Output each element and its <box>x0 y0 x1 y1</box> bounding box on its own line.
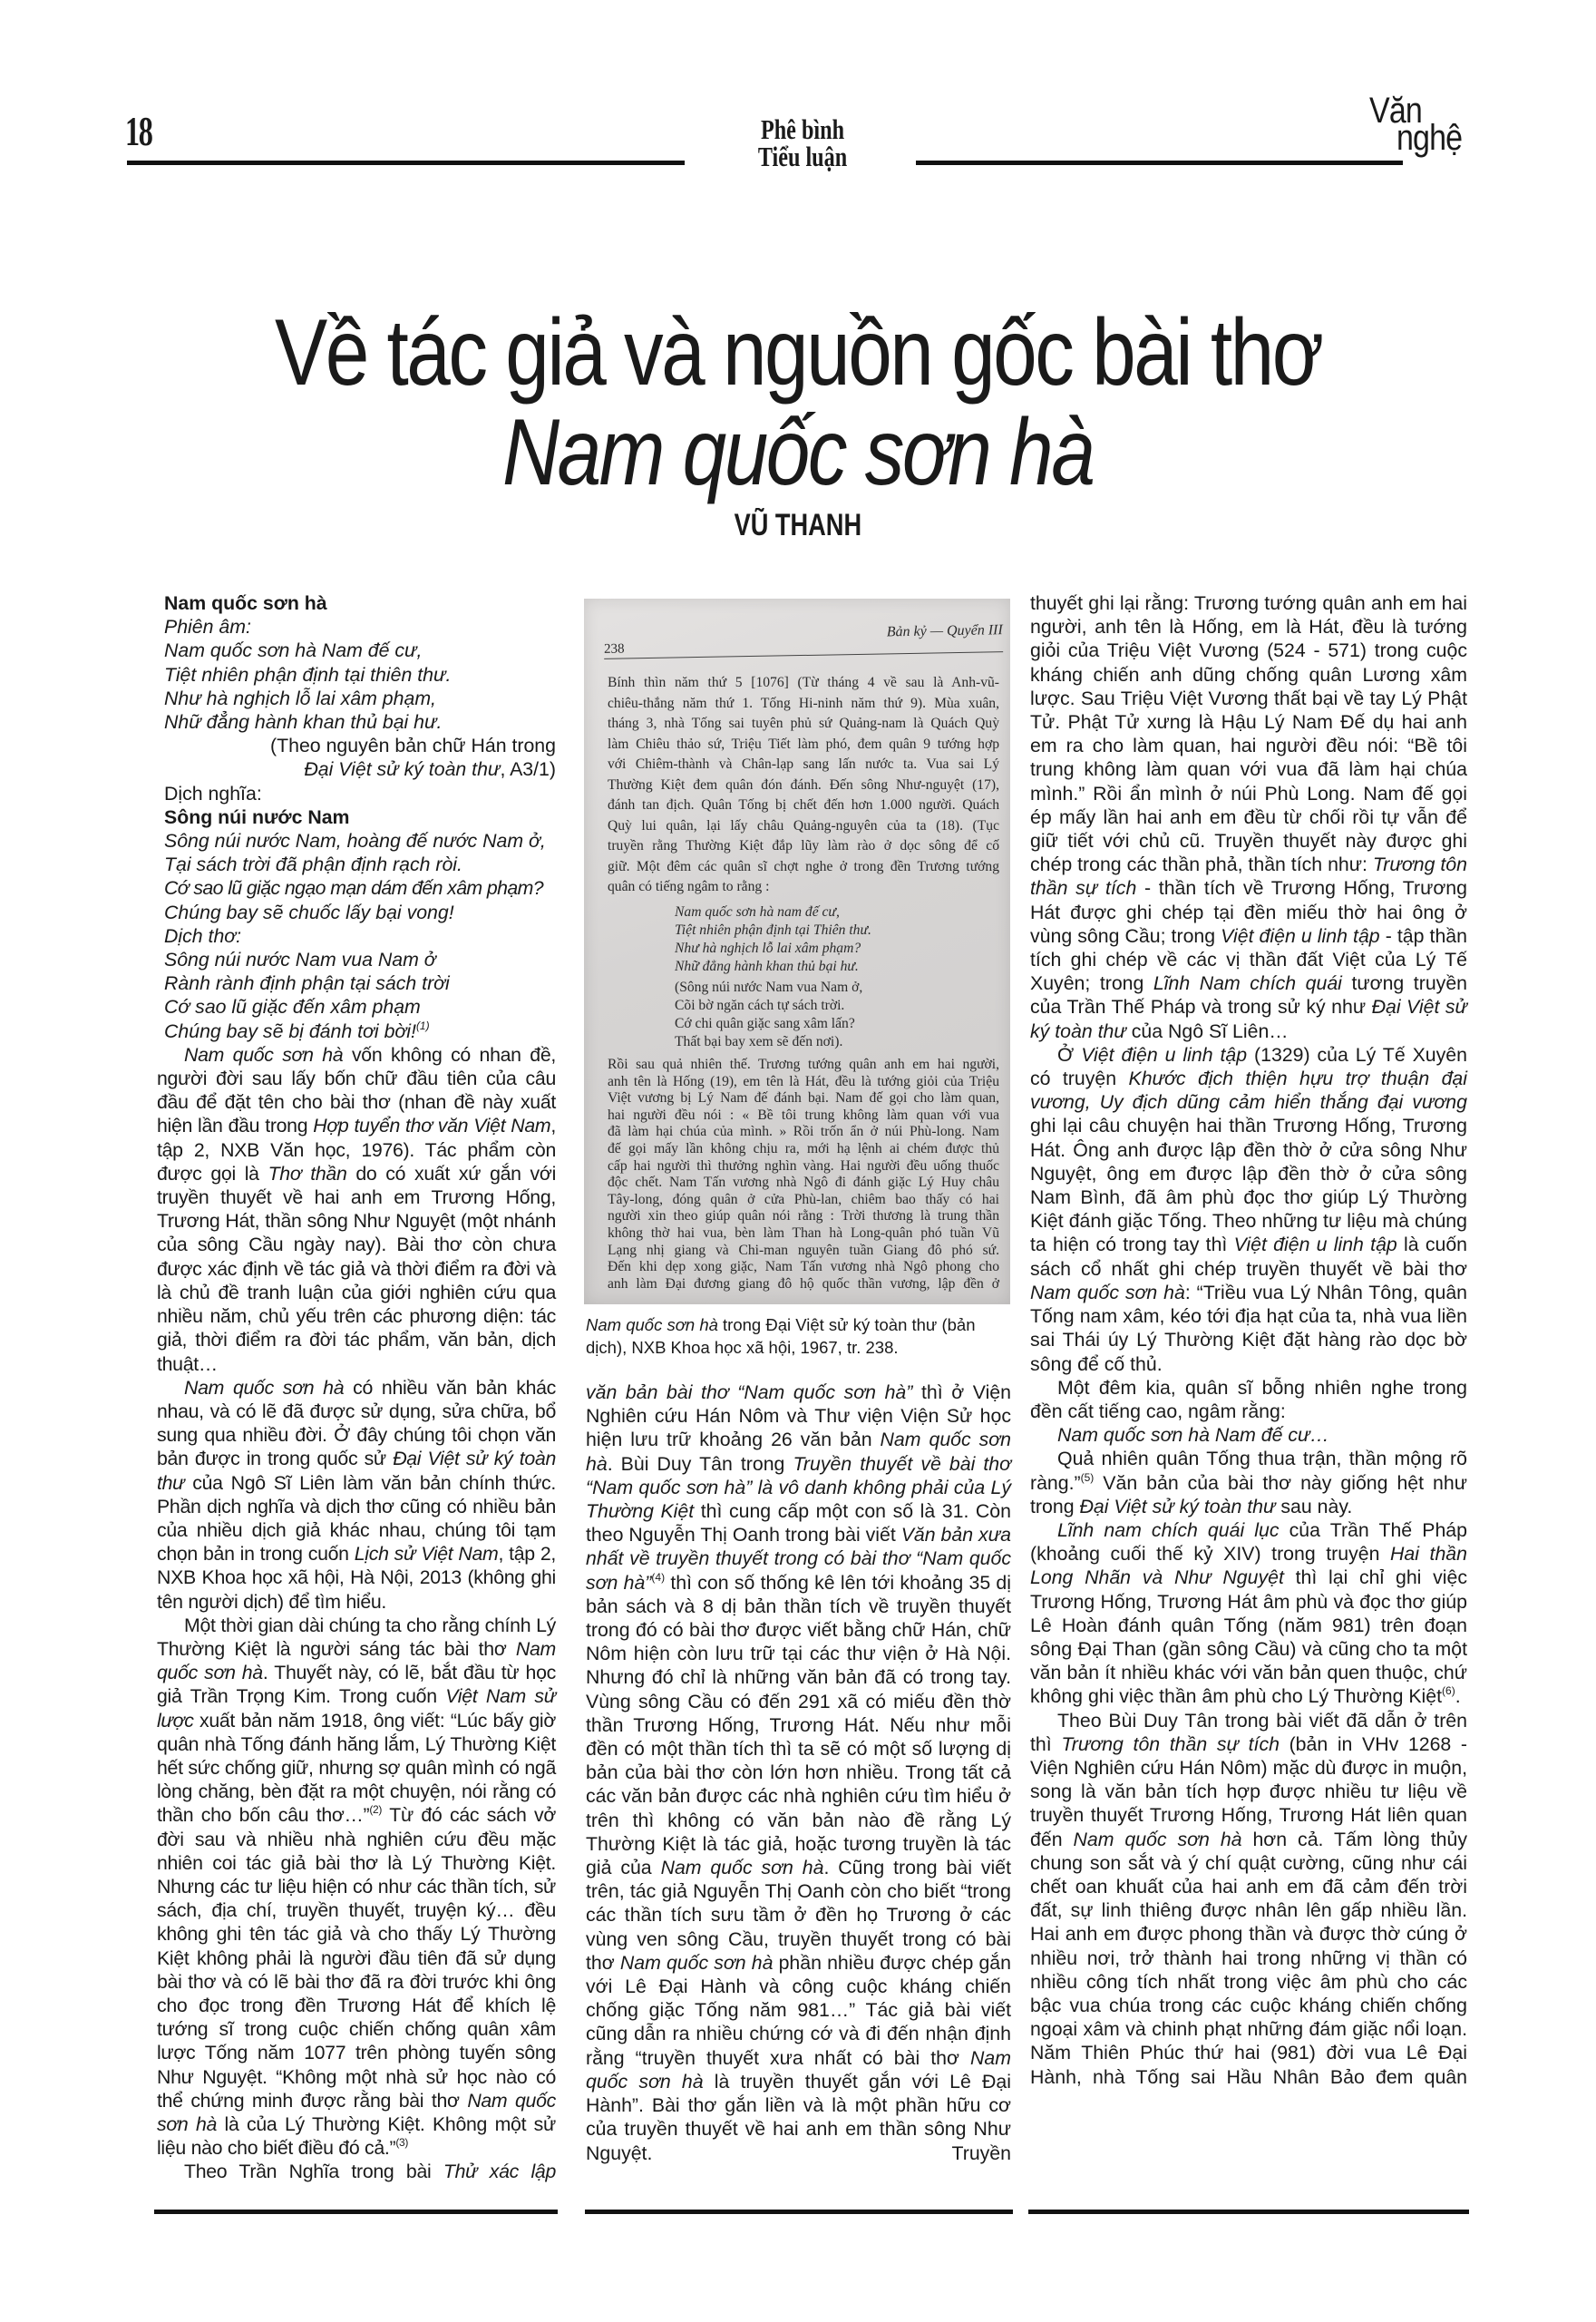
scan-line: Lạng nhị giang và Chi-man nguyên tuần Giang đô phó sứ. <box>608 1242 999 1258</box>
scan-line: tháng 3, nhà Tống sai tuyên phủ sứ Quảng-nam là Quách Quỳ <box>608 716 999 731</box>
italic-text: Nam quốc sơn hà Nam đế cư… <box>1057 1424 1329 1447</box>
paragraph <box>1030 1447 1467 1518</box>
italic-text: Hai thần Long Nhãn và Như Nguyệt <box>1030 1543 1467 1589</box>
text: Theo Bùi Duy Tân trong bài viết đã dẫn ở trên thì <box>1030 1709 1467 1755</box>
scan-line: làm Chiêu thảo sứ, Triệu Tiết làm phó, đem quân 9 tướng hợp <box>608 736 999 752</box>
scan-line: (Sông núi nước Nam vua Nam ở, <box>675 980 863 995</box>
italic-text: Lĩnh nam chích quái lục <box>1057 1518 1280 1541</box>
text: vốn không có nhan đề, người đời sau lấy bốn chữ đầu tiên của câu đầu để đặt tên cho bài thơ (nhan đề này xuất hiện lần đầu trong <box>157 1043 557 1137</box>
column-2-bottom-rule <box>585 2210 1013 2214</box>
text: Từ đó các sách vở đời sau và nhiều nhà nghiên cứu đều mặc nhiên coi tác giả bài thơ là Lý Thường Kiệt. Nhưng các tư liệu hiện có như các thần tích, sử sách, địa chí, truyền thuyết, truyện ký… đều không ghi tên tác giả và cho thấy Lý Thường Kiệt không phải là người đầu tiên đã sử dụng bài thơ và có lẽ bài thơ đã ra đời trước khi ông cho đọc trong đền Trương Hát để khích lệ tướng sĩ trong cuộc chiến chống quân xâm lược Tống năm 1077 trên phòng tuyến sông Như Nguyệt. “Không một nhà sử học nào có thể chứng minh được rằng bài thơ <box>157 1804 556 2112</box>
italic-text: Nam quốc sơn hà <box>619 1951 774 1974</box>
paragraph <box>1030 591 1467 1043</box>
text: (bản in VHv 1268 - Viện Nghiên cứu Hán Nôm) mặc dù được in muộn, song là văn bản tích hợp được nhiều tư liệu về truyền thuyết Trương Hống, Trương Hát liên quan đến <box>1030 1732 1467 1850</box>
paragraph <box>157 1614 556 2161</box>
title-text-1: Về tác giả và nguồn gốc bài thơ <box>274 300 1322 405</box>
scanned-book-page-photo <box>584 599 1010 1304</box>
italic-text: Nam quốc sơn hà <box>184 1043 344 1066</box>
italic-text: Đại Việt sử ký toàn thư <box>157 1448 556 1494</box>
text: sau này. <box>1275 1495 1353 1517</box>
text: . Bùi Duy Tân trong <box>607 1452 793 1475</box>
footnote-ref: (3) <box>395 2136 409 2150</box>
italic-text: Lịch sử Việt Nam <box>354 1543 499 1566</box>
scan-line: quân có tiếng ngâm to rằng : <box>608 879 770 894</box>
italic-text: văn bản bài thơ “Nam quốc sơn hà” <box>586 1381 913 1403</box>
article-title-line1 <box>0 299 1596 407</box>
dich-nghia-label: Dịch nghĩa: <box>164 782 262 805</box>
poem-source-1: (Theo nguyên bản chữ Hán trong <box>270 735 556 757</box>
scan-line: Quỳ lui quân, lại lấy châu Quảng-nguyên của ta (18). (Tục <box>608 817 999 834</box>
italic-text: Nam quốc sơn hà <box>157 2089 556 2135</box>
scan-line: cấp hai người thì thưởng nghìn vàng. Hai người đều uống thuốc <box>608 1157 999 1174</box>
text: thì cung cấp một con số là 31. Còn theo Nguyễn Thị Oanh trong bài viết <box>586 1500 1011 1546</box>
text: Ở <box>1057 1043 1082 1066</box>
scan-line: anh làm Đại đương giang đô hộ quốc thần vương, lập đền ở <box>608 1275 999 1292</box>
text: tương truyền của Trần Thế Pháp và trong sử ký như <box>1030 972 1468 1019</box>
scan-line: không thờ hai vua, bèn làm Than hà Long-quân phó tuần Vũ <box>608 1225 999 1241</box>
poem-block <box>157 591 556 1043</box>
column-1 <box>157 591 556 2184</box>
scan-running-head: Bản kỷ — Quyển III <box>886 622 1003 640</box>
footnote-ref: (2) <box>369 1803 383 1817</box>
italic-text: Việt điện u linh tập <box>1233 1234 1397 1256</box>
scan-line: truyền rằng Thường Kiệt đắp lũy làm rào ở dọc sông để cố <box>608 838 999 854</box>
italic-text: Đại Việt sử ký toàn thư <box>1030 996 1468 1042</box>
scan-line: độc chết. Nam Tấn vương nhà Ngô đi đánh giặc Lý Huy châu <box>608 1175 999 1191</box>
poem-line-text: Chúng bay sẽ bị đánh tơi bời! <box>164 1020 416 1042</box>
text: Theo Trần Nghĩa trong bài <box>184 2161 443 2183</box>
scan-line: giữ. Một đêm các quân sĩ chợt nghe ở trong đền Trương tướng <box>608 858 999 874</box>
article-title-line2 <box>0 399 1596 507</box>
scan-line: Đến khi dẹp xong giặc, Nam Tấn vương nhà Ngô phong cho <box>608 1259 999 1275</box>
caption-text: trong Đại Việt sử ký toàn thư (bản dịch), NXB Khoa học xã hội, 1967, tr. 238. <box>586 1315 976 1357</box>
poem-source-2 <box>164 757 556 781</box>
poem-line: Sông núi nước Nam, hoàng đế nước Nam ở, <box>164 830 546 853</box>
footnote-ref: (6) <box>1442 1684 1455 1698</box>
section-label <box>743 113 863 172</box>
column-2-body <box>586 1381 1011 2165</box>
scan-header <box>603 622 1003 659</box>
text: ghi lại câu chuyện hai thần Trương Hống, Trương Hát. Ông anh được lập đền thờ ở cửa sông Như Nguyệt, ông em được lập đền thờ ở cửa sông Nam Bình, đã âm phù đọc thơ giúp Lý Thường Kiệt đánh giặc Tống. Theo những tư liệu mà chúng ta hiện có trong tay thì <box>1030 1115 1467 1256</box>
italic-text: Nam quốc sơn hà <box>586 1429 1011 1475</box>
column-3-bottom-rule <box>1028 2210 1469 2214</box>
scan-page-number: 238 <box>603 641 625 657</box>
scan-line: Rồi sau quả nhiên thế. Trương tướng quân anh em hai người, <box>608 1057 999 1072</box>
column-1-bottom-rule <box>154 2210 558 2214</box>
italic-text: Việt điện u linh tập <box>1081 1043 1248 1066</box>
paragraph <box>586 1381 1011 2165</box>
italic-text: Thơ thần <box>268 1162 347 1185</box>
text: Văn bản của bài thơ này giống hệt như trong <box>1030 1471 1467 1517</box>
paragraph <box>157 2160 556 2183</box>
header-rule-left <box>127 161 685 165</box>
figure-caption <box>586 1313 1012 1359</box>
text: là truyền thuyết gắn với Lê Đại Hành”. Bài thơ gắn liền và là một phần hữu cơ của truyền thuyết về hai anh em thần sông Như Nguyệt. Truyền <box>586 2070 1011 2164</box>
text: thuyết ghi lại rằng: Trương tướng quân anh em hai người, anh tên là Hống, em là Hát, đều là tướng giỏi của Triệu Việt Vương (524 - 571) trong cuộc kháng chiến anh dũng chống quân Lương xâm lược. Sau Triệu Việt Vương thất bại về tay Lý Phật Tử. Phật Tử xưng là Hậu Lý Nam Đế dụ hai anh em ra cho làm quan, hai người đều nói: “Bề tôi trung không làm quan với vua đã làm hại chúa mình.” Rồi ẩn mình ở núi Phù Long. Nam đế gọi ép mấy lần hai anh em đều từ chối rồi tự vẫn để giữ tiết với chủ cũ. Truyền thuyết này được ghi chép trong các thần phả, thần tích như: <box>1030 592 1467 876</box>
scan-line: Cõi bờ ngăn cách tự sách trời. <box>675 998 845 1013</box>
text: của Trần Thế Pháp (khoảng cuối thế kỷ XIV) trong truyện <box>1030 1518 1467 1566</box>
text: của Ngô Sĩ Liên làm văn bản chính thức. Phần dịch nghĩa và dịch thơ cũng có nhiều bản của nhiều dịch giả khác nhau, chúng tôi tạm chọn bản in trong cuốn <box>157 1471 556 1566</box>
scan-line: đã làm hại chúa của mình. » Rồi trốn ẩn ở núi Phù-long. Nam <box>608 1124 999 1140</box>
paragraph <box>1030 1423 1467 1447</box>
scan-line: người xin theo giúp quân nói rằng : Trời thương là trung thần <box>608 1208 999 1224</box>
author-name: VŨ THANH <box>734 508 862 542</box>
footnote-ref: (5) <box>1080 1470 1095 1484</box>
text: có nhiều văn bản khác nhau, và có lẽ đã được sử dụng, sửa chữa, bổ sung qua nhiều đời. Ở đây chúng tôi chọn văn bản được in trong quốc sử <box>157 1376 557 1470</box>
dich-tho-label: Dịch thơ: <box>164 924 242 947</box>
italic-text: Nam quốc sơn hà <box>586 2046 1011 2093</box>
scan-line: đế gọi mấy lần không chịu ra, mới hạ lệnh ai chém được thủ <box>608 1141 999 1156</box>
text: thì ở Viện Nghiên cứu Hán Nôm và Thư viện Viện Sử học hiện lưu trữ khoảng 26 văn bản <box>586 1381 1011 1451</box>
poem-line: Rành rành định phận tại sách trời <box>164 972 450 995</box>
scan-line: Bính thìn năm thứ 5 [1076] (Từ tháng 4 về sau là Anh-vũ- <box>608 675 999 690</box>
poem-line: Nhữ đẳng hành khan thủ bại hư. <box>164 711 443 734</box>
italic-text: Hợp tuyển thơ văn Việt Nam <box>313 1115 551 1137</box>
scan-line: đánh tan địch. Quân Tống bị chết đến hơn 1.000 người. Quách <box>608 797 999 813</box>
italic-text: Nam quốc sơn hà <box>660 1857 824 1879</box>
paragraph <box>1030 1518 1467 1709</box>
text: là cuốn sách cổ nhất ghi chép truyền thuyết về bài thơ <box>1030 1234 1468 1280</box>
italic-text: Trương tôn thần sự tích <box>1061 1732 1280 1755</box>
scan-line: Nam quốc sơn hà nam đế cư, <box>675 904 840 920</box>
magazine-logo <box>1369 91 1505 172</box>
poem-line: Cớ sao lũ giặc ngạo mạn dám đến xâm phạm? <box>164 877 544 900</box>
column-2 <box>586 1381 1011 2165</box>
text: là của Lý Thường Kiệt. Không một sử liệu nào cho biết điều đó cả.” <box>157 2113 556 2160</box>
scan-line: hai người đều nói : « Bề tôi trung không làm quan với vua <box>608 1107 999 1123</box>
poem-line: Như hà nghịch lỗ lai xâm phạm, <box>164 687 436 709</box>
italic-text: Đại Việt sử ký toàn thư <box>1079 1495 1276 1517</box>
paragraph <box>157 1376 556 1614</box>
scan-line: Thường Kiệt đem quân đón đánh. Đến sông Như-nguyệt (17), <box>608 776 999 793</box>
text: . <box>1455 1685 1461 1708</box>
poem-line: Chúng bay sẽ chuốc lấy bại vong! <box>164 901 454 923</box>
poem-line: Nam quốc sơn hà Nam đế cư, <box>164 639 423 662</box>
poem-line: Tiệt nhiên phận định tại thiên thư. <box>164 663 452 686</box>
italic-text: Văn bản xưa nhất về truyền thuyết trong có bài thơ “Nam quốc sơn hà” <box>586 1524 1011 1594</box>
scan-line: Tây-long, đóng quân ở cửa Phù-lan, chiêm bao thấy có hai <box>608 1191 999 1207</box>
text: Quả nhiên quân Tống thua trận, thần mộng rõ ràng.” <box>1030 1448 1467 1494</box>
italic-text: Lĩnh Nam chích quái <box>1153 972 1342 995</box>
scan-line: anh tên là Hống (19), em tên là Hát, đều là tướng giỏi của Triệu <box>608 1073 999 1089</box>
scan-line: Việt vương bị Lý Nam đế đánh bại. Nam đế gọi cho làm quan, <box>608 1090 999 1107</box>
poem-line: Sông núi nước Nam vua Nam ở <box>164 949 436 971</box>
article-author <box>0 508 1596 543</box>
text: của Ngô Sĩ Liên… <box>1125 1020 1289 1042</box>
scan-line: Tiệt nhiên phận định tại Thiên thư. <box>675 922 871 938</box>
text: . Cũng trong bài viết trên, tác giả Nguyễn Thị Oanh còn cho biết “trong các thần tích sưu tầm ở đền họ Trương ở các vùng ven sông Cầu, truyền thuyết trong có bài thơ <box>586 1857 1012 1974</box>
column-3 <box>1030 591 1467 2089</box>
text: (1329) của Lý Tế Xuyên có truyện <box>1030 1043 1467 1090</box>
paragraph <box>157 1043 556 1376</box>
scan-line: Nhữ đẳng hành khan thủ bại hư. <box>675 959 859 974</box>
italic-text: Nam quốc sơn hà <box>157 1637 556 1684</box>
text: : “Triều vua Lý Nhân Tông, quân Tống nam xâm, kéo tới địa hạt của ta, nhà vua liền sai Thái úy Lý Thường Kiệt đặt hàng rào dọc bờ sông để cố thủ. <box>1030 1281 1468 1375</box>
italic-text: Nam quốc sơn hà <box>1073 1828 1242 1850</box>
text: thì lại chỉ ghi việc Trương Hống, Trương Hát âm phù và đọc thơ giúp Lê Hoàn đánh quân Tống (năm 981) trên đoạn sông Đại Than (gần sông Cầu) và cũng cho ta một văn bản ít nhiều khác với văn bản quen thuộc, chứ không ghi việc thần âm phù cho Lý Thường Kiệt <box>1030 1566 1467 1708</box>
page-number: 18 <box>125 108 152 154</box>
paragraph <box>1030 1376 1467 1423</box>
column-1-body <box>157 1043 556 2184</box>
paragraph <box>1030 1043 1467 1376</box>
text: , tập 2, NXB Văn học, 1976). Tác phẩm còn được gọi là <box>157 1115 556 1185</box>
italic-text: Nam quốc sơn hà <box>184 1376 345 1399</box>
title-text-2: Nam quốc sơn hà <box>502 400 1094 505</box>
section-label-line2: Tiểu luận <box>757 141 848 172</box>
header-rule-right <box>916 161 1403 165</box>
footnote-ref: (4) <box>651 1570 666 1584</box>
italic-text: Việt Nam sử lược <box>157 1685 556 1732</box>
logo-line1: Văn <box>1369 91 1422 131</box>
poem-title: Nam quốc sơn hà <box>164 592 327 614</box>
text: do có xuất xứ gắn với truyền thuyết về hai anh em Trương Hống, Trương Hát, thần sông Như Nguyệt (một nhánh của sông Cầu ngày nay). Bài thơ còn chưa được xác định về tác giả và thời điểm ra đời và là chủ đề tranh luận của giới nghiên cứu qua nhiều năm, chủ yếu trên các phương diện: tác giả, thời điểm ra đời tác phẩm, văn bản, dịch thuật… <box>157 1162 556 1375</box>
text: - tập thần tích ghi chép về các vị thần đất Việt của Lý Tế Xuyên; trong <box>1030 924 1467 995</box>
text: phần nhiều được chép gắn với Lê Đại Hành và công cuộc kháng chiến chống giặc Tống năm 981…” Tác giả bài viết cũng dẫn ra nhiều chứng cớ và đi đến nhận định rằng “truyền thuyết xưa nhất có bài thơ <box>586 1951 1011 2069</box>
caption-title: Nam quốc sơn hà <box>586 1315 718 1334</box>
scan-line: Như hà nghịch lỗ lai xâm phạm? <box>675 941 861 956</box>
poem-line: Cớ sao lũ giặc đến xâm phạm <box>164 996 421 1019</box>
italic-text: Việt điện u linh tập <box>1221 924 1380 947</box>
italic-text: Khước địch thiện hựu trợ thuận đại vương, Uy địch dũng cảm hiển thắng đại vương <box>1030 1068 1467 1114</box>
text: hơn cả. Tấm lòng thủy chung son sắt và ý chí quật cường, cũng như cái chết oan khuất của hai anh em đã cảm đến trời đất, sự linh thiêng được nhân lên gấp nhiều lần. Hai anh em được phong thần và được thờ cúng ở nhiều nơi, trở thành hai trong những vị thần có nhiều công tích nhất trong việc âm phù cho các bậc vua chúa trong các cuộc kháng chiến chống ngoại xâm và chinh phạt những đám giặc nổi loạn. Năm Thiên Phúc thứ hai (981) đời vua Lê Đại Hành, nhà Tống sai Hầu Nhân Bảo đem quân <box>1030 1828 1468 2088</box>
logo-line2: nghệ <box>1396 118 1463 158</box>
text: . Thuyết này, có lẽ, bắt đầu từ học giả Trần Trọng Kim. Trong cuốn <box>157 1662 556 1708</box>
text: thì con số thống kê lên tới khoảng 35 dị bản sách và 8 dị bản thần tích về truyền thuyết trong đó có bài thơ được viết bằng chữ Hán, chữ Nôm hiện còn lưu trữ tại các thư viện ở Hà Nội. Nhưng đó chỉ là những văn bản đã có trong tay. Vùng sông Cầu có đến 291 xã có miếu đền thờ thần Trương Hống, Trương Hát. Nếu như mỗi đền có một thần tích thì ta sẽ có một số lượng dị bản của bài thơ còn lớn hơn nhiều. Trong tất cả các văn bản được các nhà nghiên cứu tìm hiểu ở trên thì không có văn bản nào đề rằng Lý Thường Kiệt là tác giả, hoặc tương truyền là tác giả của <box>586 1571 1011 1879</box>
scan-line: với Chiêm-thành và Chân-lạp sang lấn nước ta. Vua sai Lý <box>608 756 999 772</box>
scan-line: Cớ chi quân giặc sang xâm lấn? <box>675 1016 855 1031</box>
dich-nghia-title: Sông núi nước Nam <box>164 805 350 828</box>
column-3-body <box>1030 591 1467 2089</box>
poem-line: Tại sách trời đã phận định rạch ròi. <box>164 854 462 876</box>
poem-line <box>164 1020 556 1043</box>
text: , tập 2, NXB Khoa học xã hội, Hà Nội, 2013 (không ghi tên người dịch) để tìm hiểu. <box>157 1543 556 1613</box>
text: - thần tích về Trương Hống, Trương Hát được ghi chép tại đền miếu thờ hai ông ở vùng sông Cầu; trong <box>1030 877 1467 947</box>
italic-text: Nam quốc sơn hà <box>1030 1281 1185 1303</box>
scan-line: chiêu-thắng năm thứ 1. Tống Hi-ninh năm thứ 9). Mùa xuân, <box>608 695 999 711</box>
text: xuất bản năm 1918, ông viết: “Lúc bấy giờ quân nhà Tống đánh hăng lắm, Lý Thường Kiệt hết sức chống giữ, nhưng sợ quân mình có ngã lòng chăng, bèn đặt ra một chuyện, nói rằng có thần cho bốn câu thơ…” <box>157 1709 556 1827</box>
section-label-line1: Phê bình <box>760 113 845 145</box>
text: Một đêm kia, quân sĩ bỗng nhiên nghe trong đền cất tiếng cao, ngâm rằng: <box>1030 1376 1467 1422</box>
phien-am-label: Phiên âm: <box>164 616 251 639</box>
italic-text: Truyền thuyết về bài thơ “Nam quốc sơn hà” là vô danh không phải của Lý Thường Kiệt <box>586 1452 1011 1523</box>
italic-text: Trương tôn thần sự tích <box>1030 854 1467 900</box>
source-book: Đại Việt sử ký toàn thư <box>304 758 501 781</box>
scan-line: Thất bại bay xem sẽ đến nơi). <box>675 1034 843 1049</box>
text: Một thời gian dài chúng ta cho rằng chính Lý Thường Kiệt là người sáng tác bài thơ <box>157 1614 556 1660</box>
paragraph <box>1030 1709 1467 2089</box>
source-ref: , A3/1) <box>500 758 556 781</box>
footnote-ref: (1) <box>415 1019 430 1032</box>
italic-text: Thử xác lập <box>443 2161 556 2183</box>
